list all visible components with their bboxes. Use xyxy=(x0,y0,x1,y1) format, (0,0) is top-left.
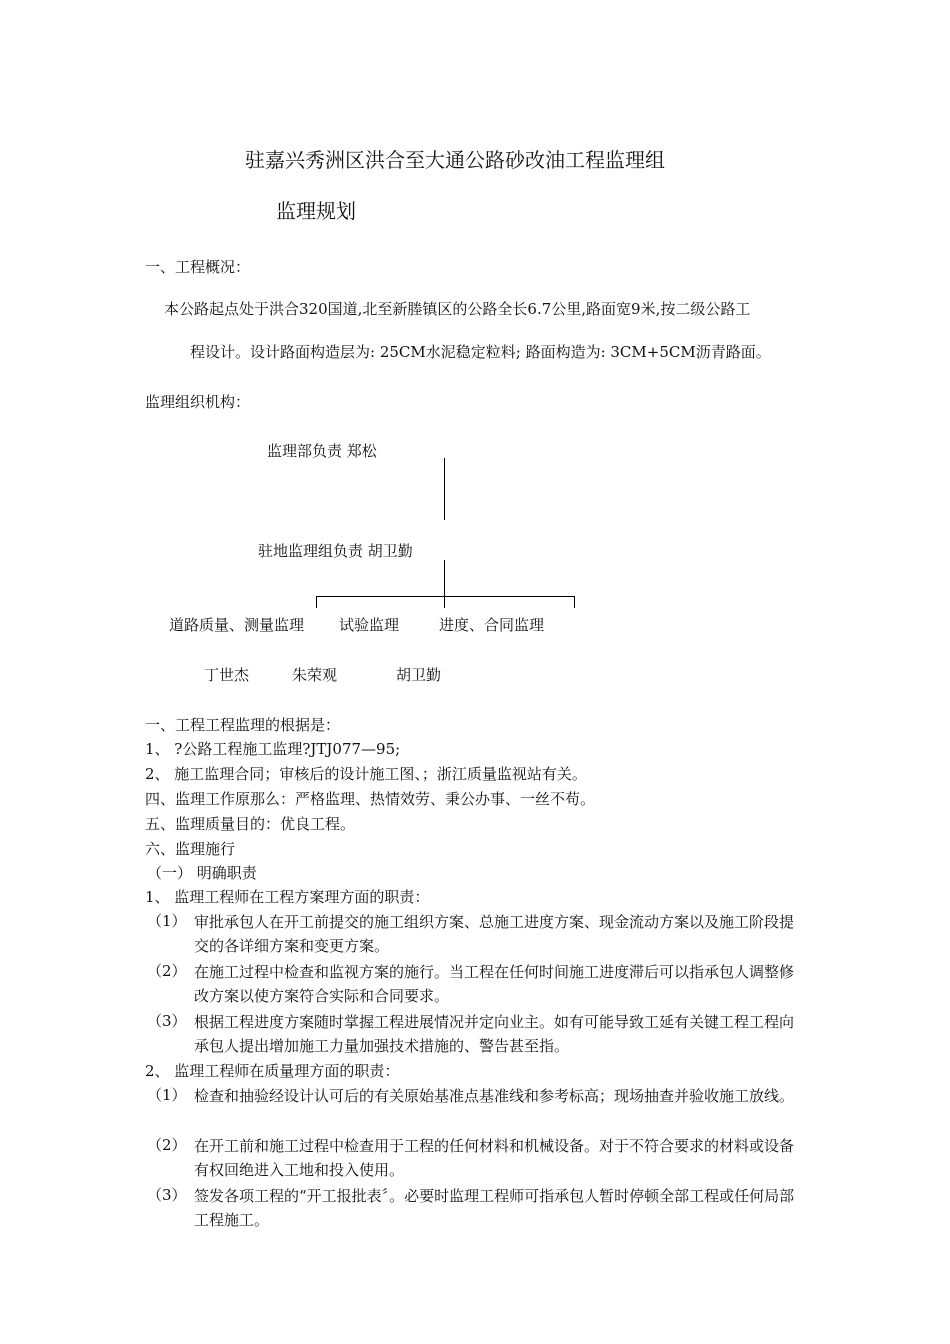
quality-duty-3-number: （3） xyxy=(147,1186,187,1204)
basis-item-2: 2、 施工监理合同；审核后的设计施工图、；浙江质量监视站有关。 xyxy=(145,765,587,783)
schedule-duty-3-text: 根据工程进度方案随时掌握工程进展情况并定向业主。如有可能导致工延有关键工程工程向承包人提出增加施工力量加强技术措施的、警告甚至指。 xyxy=(194,1013,795,1055)
overview-heading: 一、工程概况： xyxy=(145,258,251,276)
schedule-duty-3-number: （3） xyxy=(147,1012,187,1030)
quality-duties-heading: 2、 监理工程师在质量理方面的职责： xyxy=(145,1062,400,1080)
org-branch-testing: 试验监理 xyxy=(339,616,400,634)
duties-subheading: （一） 明确职责 xyxy=(147,864,257,882)
schedule-duty-2-number: （2） xyxy=(147,962,187,980)
schedule-duties-heading: 1、 监理工程师在工程方案理方面的职责： xyxy=(145,888,430,906)
implementation-heading: 六、监理施行 xyxy=(145,840,236,858)
quality-duty-2-number: （2） xyxy=(147,1136,187,1154)
org-person-2: 朱荣观 xyxy=(292,666,338,684)
schedule-duty-1-number: （1） xyxy=(147,912,187,930)
quality-duty-1-number: （1） xyxy=(147,1086,187,1104)
quality-goal-line: 五、监理质量目的：优良工程。 xyxy=(145,815,356,833)
basis-item-1: 1、 ?公路工程施工监理?JTJ077—95; xyxy=(145,740,401,758)
principle-line: 四、监理工作原那么：严格监理、热情效劳、秉公办事、一丝不苟。 xyxy=(145,790,596,808)
schedule-duty-2-text: 在施工过程中检查和监视方案的施行。当工程在任何时间施工进度滞后可以指承包人调整修改方案以使方案符合实际和合同要求。 xyxy=(194,963,795,1005)
org-site-lead: 驻地监理组负责 胡卫勤 xyxy=(258,542,413,560)
quality-duty-3-text: 签发各项工程的“开工报批表〞。必要时监理工程师可指承包人暂时停顿全部工程或任何局部工程施工。 xyxy=(194,1187,795,1229)
overview-line-1: 本公路起点处于洪合320国道,北至新塍镇区的公路全长6.7公里,路面宽9米,按二级公路工 xyxy=(164,300,751,318)
org-connector-vertical-1 xyxy=(444,458,445,520)
org-connector-horizontal xyxy=(316,596,575,597)
org-branch-tick-2 xyxy=(444,596,445,608)
org-person-3: 胡卫勤 xyxy=(396,666,442,684)
org-heading: 监理组织机构： xyxy=(145,393,251,411)
org-head: 监理部负责 郑松 xyxy=(267,442,377,460)
quality-duty-2-text: 在开工前和施工过程中检查用于工程的任何材料和机械设备。对于不符合要求的材料或设备有权回绝进入工地和投入使用。 xyxy=(194,1137,795,1179)
org-branch-quality: 道路质量、测量监理 xyxy=(169,616,305,634)
org-branch-tick-3 xyxy=(574,596,575,608)
org-branch-tick-1 xyxy=(316,596,317,608)
quality-duty-1-text: 检查和抽验经设计认可后的有关原始基准点基准线和参考标高；现场抽查并验收施工放线。 xyxy=(194,1087,795,1105)
page-title: 驻嘉兴秀洲区洪合至大通公路砂改油工程监理组 xyxy=(245,148,665,172)
schedule-duty-1-text: 审批承包人在开工前提交的施工组织方案、总施工进度方案、现金流动方案以及施工阶段提交的各详细方案和变更方案。 xyxy=(194,913,795,955)
org-person-1: 丁世杰 xyxy=(204,666,250,684)
org-branch-progress: 进度、合同监理 xyxy=(439,616,545,634)
org-connector-vertical-2 xyxy=(444,560,445,596)
overview-line-2: 程设计。设计路面构造层为: 25CM水泥稳定粒料; 路面构造为: 3CM+5CM沥青路面。 xyxy=(190,343,771,361)
page-subtitle: 监理规划 xyxy=(276,199,356,223)
basis-heading: 一、工程工程监理的根据是： xyxy=(145,716,341,734)
